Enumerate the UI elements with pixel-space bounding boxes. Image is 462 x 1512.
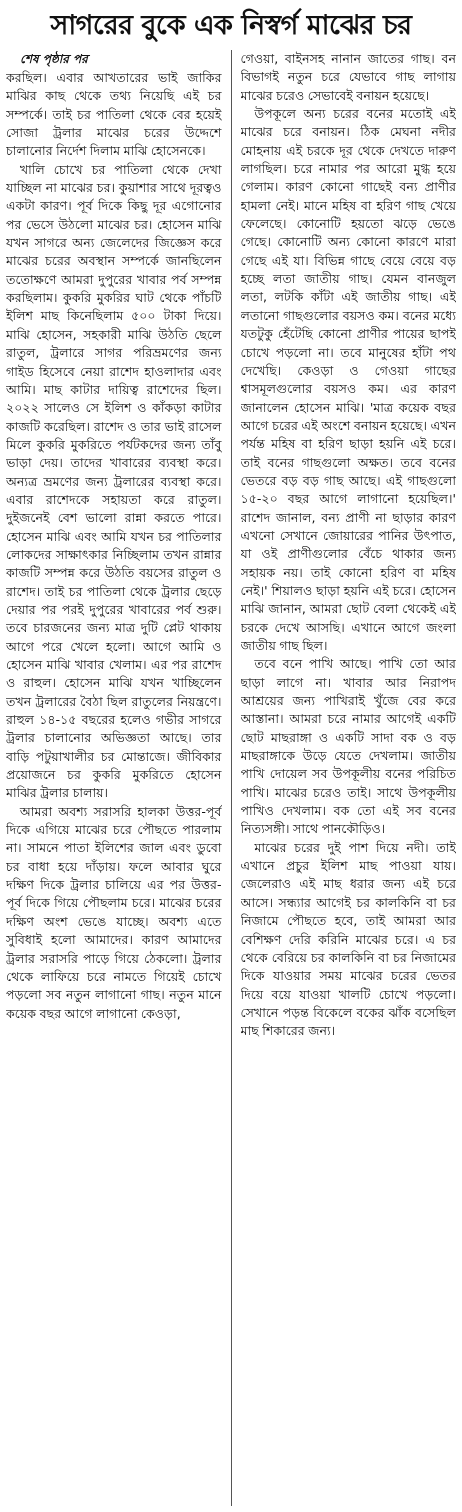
column-right: [241, 50, 457, 1506]
column-left: [6, 50, 222, 1506]
paragraph: খালি চোখে চর পাতিলা থেকে দেখা যাচ্ছিল না মাঝের চর। কুয়াশার সাথে দূরত্বও একটা কারণ। পূর্ব দিকে কিছু দূর এগোনোর পর ভেসে উঠলো মাঝের চর। হোসেন মাঝি যখন সাগরে অন্য জেলেদের জিজ্ঞেস করে মাঝের চরের অবস্থান সম্পর্কে জানছিলেন ততোক্ষণে আমরা দুপুরের খাবার পর্ব সম্পন্ন করছিলাম। কুকরি মুকরির ঘাট থেকে পাঁচটি ইলিশ মাছ কিনেছিলাম ৫০০ টাকা দিয়ে। মাঝি হোসেন, সহকারী মাঝি উঠতি ছেলে রাতুল, ট্রলারে সাগর পরিভ্রমণের জন্য গাইড হিসেবে নেয়া রাশেদ হাওলাদার এবং আমি। মাছ কাটার দায়িত্ব রাশেদের ছিল। ২০২২ সালেও সে ইলিশ ও কাঁকড়া কাটার কাজটি করেছিল। রাশেদ ও তার ভাই রাসেল মিলে কুকরি মুকরিতে পর্যটকদের জন্য তাঁবু ভাড়া দেয়। তাদের খাবারের ব্যবস্থা করে। অন্যত্র ভ্রমণের জন্য ট্রলারের ব্যবস্থা করে। এবার রাশেদকে সহায়তা করে রাতুল। দুইজনেই বেশ ভালো রান্না করতে পারে। হোসেন মাঝি এবং আমি যখন চর পাতিলার লোকদের সাক্ষাৎকার নিচ্ছিলাম তখন রান্নার কাজটি সম্পন্ন করে উঠতি বয়সের রাতুল ও রাশেদ। তাই চর পাতিলা থেকে ট্রলার ছেড়ে দেয়ার পর পরই দুপুরের খাবারের পর্ব শুরু। তবে চারজনের জন্য মাত্র দুটি প্লেট থাকায় আগে পরে খেলে হলো। আগে আমি ও হোসেন মাঝি খাবার খেলাম। এর পর রাশেদ ও রাহুল। হোসেন মাঝি যখন খাচ্ছিলেন তখন ট্রলারের বৈঠা ছিল রাতুলের নিয়ন্ত্রণে। রাহুল ১৪-১৫ বছরের হলেও গভীর সাগরে ট্রলার চালানোর অভিজ্ঞতা আছে। তার বাড়ি পটুয়াখালীর চর মোন্তাজে। জীবিকার প্রয়োজনে চর কুকরি মুকরিতে হোসেন মাঝির ট্রলার চালায়।: [6, 161, 222, 801]
paragraph: তবে বনে পাখি আছে। পাখি তো আর ছাড়া লাগে না। খাবার আর নিরাপদ আশ্রয়ের জন্য পাখিরাই খুঁজে বের করে আস্তানা। আমরা চরে নামার আগেই একটি ছোট মাছরাঙ্গা ও একটি সাদা বক ও বড় মাছরাঙ্গাকে উড়ে যেতে দেখলাম। জাতীয় পাখি দোয়েল সব উপকূলীয় বনের পরিচিত পাখি। মাঝের চরেও তাই। সাথে উপকূলীয় পাখিও দেখলাম। বক তো এই সব বনের নিত্যসঙ্গী। সাথে পানকৌড়িও।: [240, 656, 456, 837]
paragraph: উপকূলে অন্য চরের বনের মতোই এই মাঝের চরে বনায়ন। ঠিক মেঘনা নদীর মোহনায় এই চরকে দূর থেকে দেখতে দারুণ লাগছিল। চরে নামার পর আরো মুগ্ধ হয়ে গেলাম। কারণ কোনো গাছেই বন্য প্রাণীর হামলা নেই। মানে মহিষ বা হরিণ গাছ খেয়ে ফেলেছে। কোনোটি হয়তো ঝড়ে ভেঙে গেছে। কোনোটি অন্য কোনো কারণে মারা গেছে এই যা। বিভিন্ন গাছে বেয়ে বেয়ে বড় হচ্ছে লতা জাতীয় গাছ। যেমন বানজুল লতা, লটকি কাঁটা এই জাতীয় গাছ। এই লতানো গাছগুলোর বয়সও কম। বনের মধ্যে যতটুকু হেঁটেছি কোনো প্রাণীর পায়ের ছাপই চোখে পড়লো না। তবে মানুষের হাঁটা পথ দেখেছি। কেওড়া ও গেওয়া গাছের শ্বাসমূলগুলোর বয়সও কম। এর কারণ জানালেন হোসেন মাঝি। 'মাত্র কয়েক বছর আগে চরের এই অংশে বনায়ন হয়েছে। এখন পর্যন্ত মহিষ বা হরিণ ছাড়া হয়নি এই চরে। তাই বনের গাছগুলো অক্ষত। তবে বনের ভেতরে বড় বড় গাছ আছে। এই গাছগুলো ১৫-২০ বছর আগে লাগানো হয়েছিল।' রাশেদ জানাল, বন্য প্রাণী না ছাড়ার কারণ এখনো সেখানে জোয়ারের পানির উৎপাত, যা ওই প্রাণীগুলোর বেঁচে থাকার জন্য সহায়ক নয়। তাই কোনো হরিণ বা মহিষ নেই।' শিয়ালও ছাড়া হয়নি এই চরে। হোসেন মাঝি জানান, আমরা ছোট বেলা থেকেই এই চরকে দেখে আসছি। এখানে আগে জংলা জাতীয় গাছ ছিল।: [240, 106, 456, 653]
column-divider: [231, 50, 232, 1506]
paragraph: আমরা অবশ্য সরাসরি হালকা উত্তর-পূর্ব দিকে এগিয়ে মাঝের চরে পৌছতে পারলাম না। সামনে পাতা ইলিশের জাল এবং ডুবো চর বাধা হয়ে দাঁড়ায়। ফলে আবার ঘুরে দক্ষিণ দিকে ট্রলার চালিয়ে এর পর উত্তর-পূর্ব দিকে গিয়ে পৌছলাম চরে। মাঝের চরের দক্ষিণ অংশ ভেঙে যাচ্ছে। অবশ্য এতে সুবিধাই হলো আমাদের। কারণ আমাদের ট্রলার সরাসরি পাড়ে গিয়ে ঠেকলো। ট্রলার থেকে লাফিয়ে চরে নামতে গিয়েই চোখে পড়লো সব নতুন লাগানো গাছ। নতুন মানে কয়েক বছর আগে লাগানো কেওড়া,: [6, 803, 222, 1021]
paragraph: মাঝের চরের দুই পাশ দিয়ে নদী। তাই এখানে প্রচুর ইলিশ মাছ পাওয়া যায়। জেলেরাও এই মাছ ধরার জন্য এই চরে আসে। সন্ধ্যার আগেই চর কালকিনি বা চর নিজামে পৌছতে হবে, তাই আমরা আর বেশিক্ষণ দেরি করিনি মাঝের চরে। এ চর থেকে বেরিয়ে চর কালকিনি বা চর নিজামের দিকে যাওয়ার সময় মাঝের চরের ভেতর দিয়ে বয়ে যাওয়া খালটি চোখে পড়লো। সেখানে পড়ন্ত বিকেলে বকের ঝাঁক বসেছিল মাছ শিকারের জন্য।: [240, 839, 456, 1039]
article-headline: সাগরের বুকে এক নিস্বর্গ মাঝের চর: [50, 10, 412, 41]
article-body: [6, 50, 456, 1506]
continued-label: শেষ পৃষ্ঠার পর: [20, 52, 88, 66]
paragraph: করছিল। এবার আখতারের ভাই জাকির মাঝির কাছ থেকে তথ্য নিয়েছি এই চর সম্পর্কে। তাই চর পাতিলা থেকে বের হয়েই সোজা ট্রলার মাঝের চরের উদ্দেশে চালানোর নির্দেশ দিলাম মাঝি হোসেনকে।: [6, 70, 222, 159]
paragraph: গেওয়া, বাইনসহ নানান জাতের গাছ। বন বিভাগই নতুন চরে যেভাবে গাছ লাগায় মাঝের চরেও সেভাবেই বনায়ন হয়েছে।: [240, 51, 456, 103]
